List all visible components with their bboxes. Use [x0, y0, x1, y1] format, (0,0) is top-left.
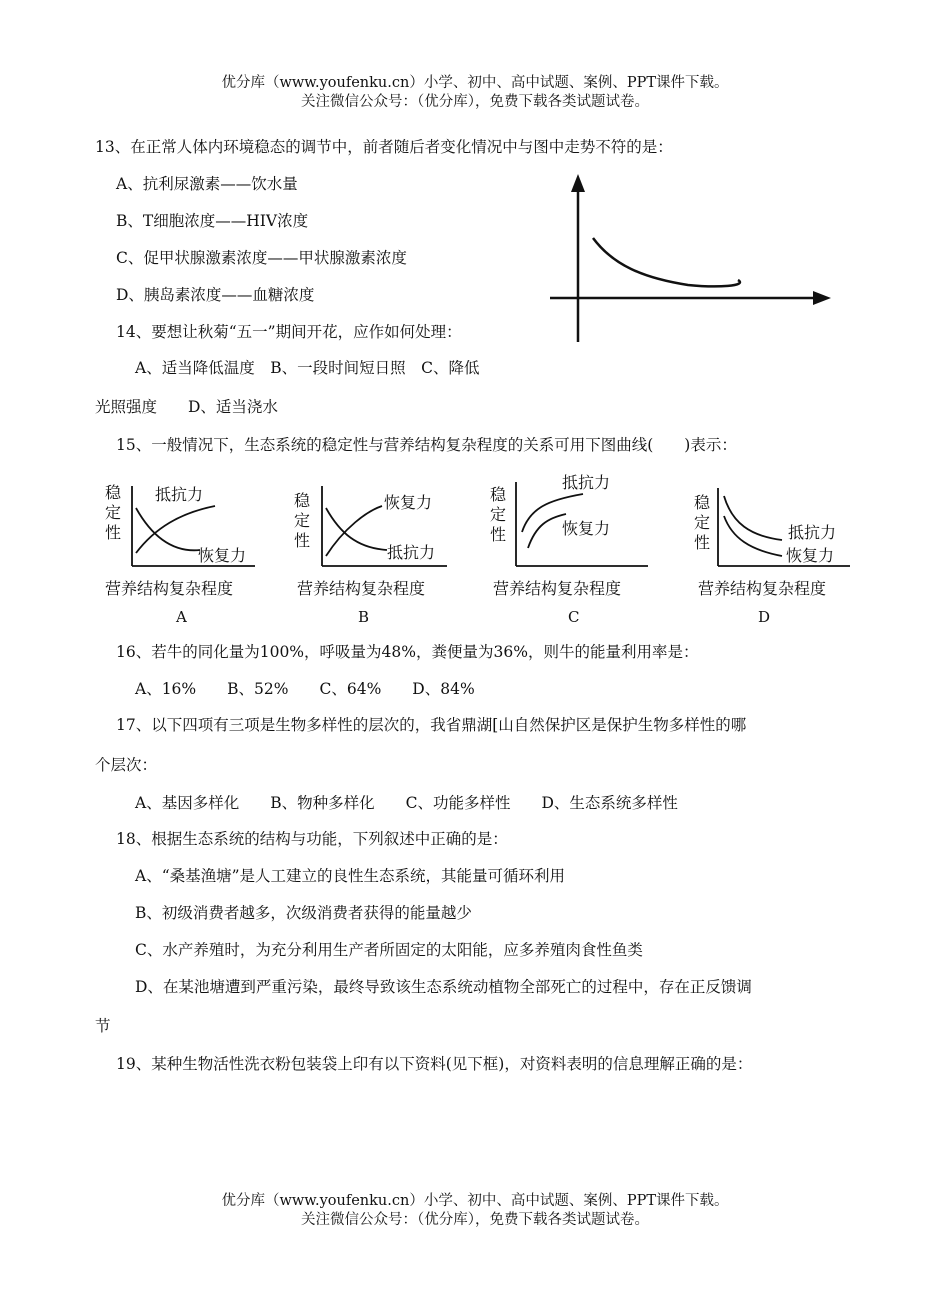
q15-graph-c: [488, 470, 663, 628]
y-label-char: 稳: [490, 485, 507, 504]
y-label-char: 定: [294, 511, 311, 530]
q18-option-b: B、初级消费者越多，次级消费者获得的能量越少: [135, 904, 472, 922]
q19-stem: 19、某种生物活性洗衣粉包装袋上印有以下资料(见下框)，对资料表明的信息理解正确的是：: [116, 1055, 753, 1073]
q17-stem-line1: 17、以下四项有三项是生物多样性的层次的，我省鼎湖[山自然保护区是保护生物多样性的哪: [116, 716, 747, 734]
resistance-label: 抵抗力: [155, 485, 204, 504]
graph-caption: D: [758, 608, 771, 626]
recovery-curve: [724, 516, 782, 556]
y-axis-arrow: [571, 174, 585, 192]
footer-line-1: 优分库（www.youfenku.cn）小学、初中、高中试题、案例、PPT课件下载。: [221, 1193, 729, 1209]
graph-caption: A: [176, 608, 187, 626]
y-label-char: 性: [294, 531, 311, 550]
q14-stem: 14、要想让秋菊“五一”期间开花，应作如何处理：: [116, 323, 462, 341]
y-label-char: 定: [490, 505, 507, 524]
y-label-char: 性: [694, 533, 711, 552]
q14-options-line1: A、适当降低温度 B、一段时间短日照 C、降低: [135, 359, 480, 377]
recovery-label: 恢复力: [198, 546, 247, 565]
y-label-char: 稳: [294, 491, 311, 510]
q17-options: A、基因多样化 B、物种多样化 C、功能多样性 D、生态系统多样性: [135, 794, 678, 812]
recovery-curve: [136, 508, 200, 550]
q15-graph-d: [690, 478, 865, 628]
x-axis-label: 营养结构复杂程度: [698, 579, 827, 598]
q16-options: A、16% B、52% C、64% D、84%: [135, 680, 475, 698]
recovery-label: 恢复力: [384, 493, 433, 512]
x-axis-label: 营养结构复杂程度: [105, 579, 234, 598]
q13-option-d: D、胰岛素浓度——血糖浓度: [116, 286, 315, 304]
q18-option-d-line2: 节: [95, 1017, 111, 1035]
q13-option-a: A、抗利尿激素——饮水量: [116, 175, 298, 193]
resistance-curve: [724, 496, 782, 540]
decreasing-curve: [593, 238, 740, 286]
recovery-label: 恢复力: [562, 519, 611, 538]
q18-option-a: A、“桑基渔塘”是人工建立的良性生态系统，其能量可循环利用: [135, 867, 566, 885]
x-axis-label: 营养结构复杂程度: [297, 579, 426, 598]
y-label-char: 稳: [694, 493, 711, 512]
q15-stem: 15、一般情况下，生态系统的稳定性与营养结构复杂程度的关系可用下图曲线( )表示：: [116, 436, 737, 454]
q18-option-d-line1: D、在某池塘遭到严重污染，最终导致该生态系统动植物全部死亡的过程中，存在正反馈调: [135, 978, 752, 996]
resistance-label: 抵抗力: [562, 473, 611, 492]
q18-stem: 18、根据生态系统的结构与功能，下列叙述中正确的是：: [116, 830, 508, 848]
q18-option-c: C、水产养殖时，为充分利用生产者所固定的太阳能，应多养殖肉食性鱼类: [135, 941, 643, 959]
q17-stem-line2: 个层次：: [95, 756, 158, 774]
q15-graph-a: [100, 478, 270, 628]
y-label-char: 性: [105, 523, 122, 542]
q13-option-b: B、T细胞浓度——HIV浓度: [116, 212, 309, 230]
graph-caption: C: [568, 608, 580, 626]
x-axis-arrow: [813, 291, 831, 305]
y-label-char: 定: [105, 503, 122, 522]
footer-line-2: 关注微信公众号：（优分库），免费下载各类试题试卷。: [301, 1212, 649, 1228]
q13-curve-graph: [548, 170, 838, 345]
y-label-char: 定: [694, 513, 711, 532]
q13-stem: 13、在正常人体内环境稳态的调节中，前者随后者变化情况中与图中走势不符的是：: [95, 138, 673, 156]
graph-caption: B: [358, 608, 370, 626]
y-label-char: 性: [490, 525, 507, 544]
resistance-label: 抵抗力: [788, 523, 837, 542]
y-label-char: 稳: [105, 483, 122, 502]
q14-options-line2: 光照强度 D、适当浇水: [95, 398, 278, 416]
header-line-1: 优分库（www.youfenku.cn）小学、初中、高中试题、案例、PPT课件下载。: [221, 75, 729, 91]
q16-stem: 16、若牛的同化量为100%，呼吸量为48%，粪便量为36%，则牛的能量利用率是：: [116, 643, 699, 661]
q15-graph-b: [292, 478, 462, 628]
x-axis-label: 营养结构复杂程度: [493, 579, 622, 598]
resistance-label: 抵抗力: [387, 543, 436, 562]
header-line-2: 关注微信公众号：（优分库），免费下载各类试题试卷。: [301, 94, 649, 110]
recovery-curve: [528, 514, 566, 548]
q13-option-c: C、促甲状腺激素浓度——甲状腺激素浓度: [116, 249, 407, 267]
recovery-label: 恢复力: [786, 546, 835, 565]
